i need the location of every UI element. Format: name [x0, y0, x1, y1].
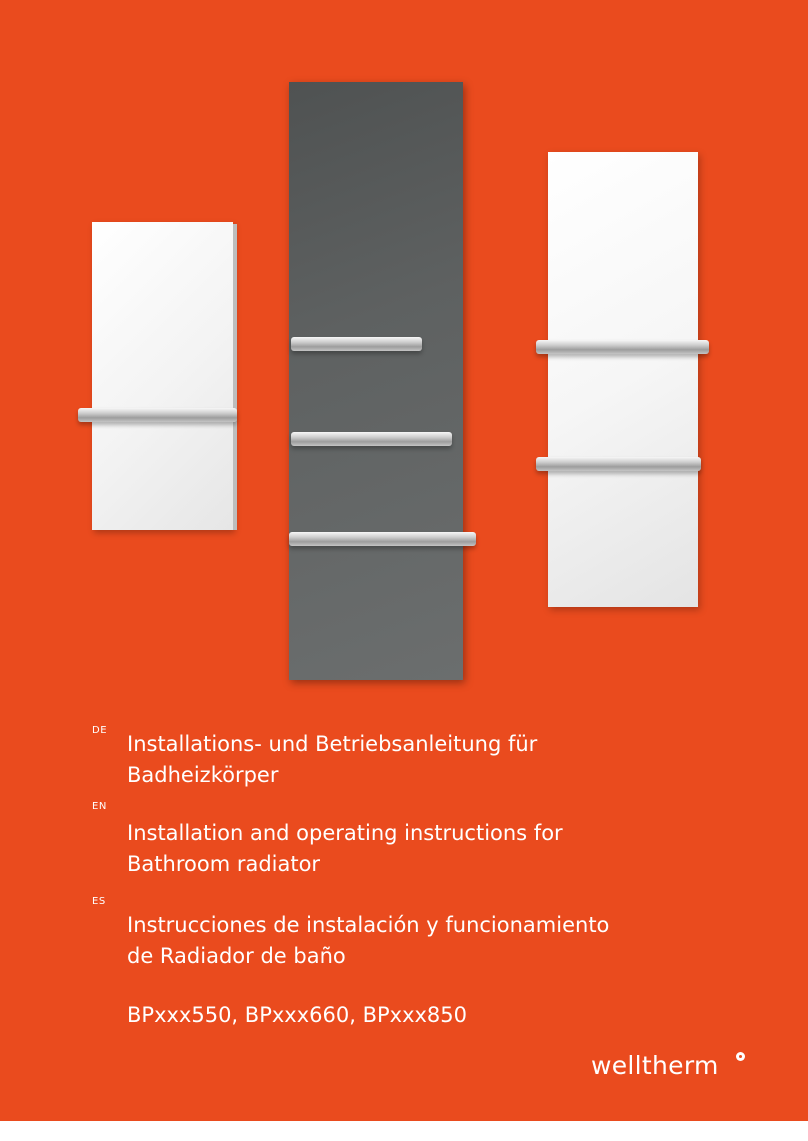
radiator-white-medium-image [548, 152, 698, 607]
language-code-en: EN [92, 801, 107, 812]
page-bottom-margin [0, 1121, 808, 1141]
title-en [127, 818, 563, 880]
title-line: Installations- und Betriebsanleitung für [127, 732, 538, 756]
towel-bar [536, 340, 709, 354]
title-line: Bathroom radiator [127, 852, 321, 876]
title-line: de Radiador de baño [127, 944, 346, 968]
language-code-de: DE [92, 725, 108, 736]
brand-logo-text: welltherm [591, 1051, 719, 1080]
towel-bar [289, 532, 476, 546]
title-de [127, 729, 537, 791]
title-line: Badheizkörper [127, 763, 279, 787]
towel-bar [536, 457, 701, 471]
towel-bar [291, 432, 452, 446]
radiator-white-small-image [92, 222, 233, 530]
registered-mark-icon [736, 1052, 745, 1061]
title-line: Instrucciones de instalación y funcionamiento [127, 913, 610, 937]
towel-bar [291, 337, 422, 351]
model-numbers: BPxxx550, BPxxx660, BPxxx850 [127, 1003, 468, 1027]
towel-bar [78, 408, 237, 422]
title-line: Installation and operating instructions for [127, 821, 563, 845]
language-code-es: ES [92, 896, 106, 907]
radiator-grey-tall-image [289, 82, 463, 680]
title-es [127, 910, 609, 972]
